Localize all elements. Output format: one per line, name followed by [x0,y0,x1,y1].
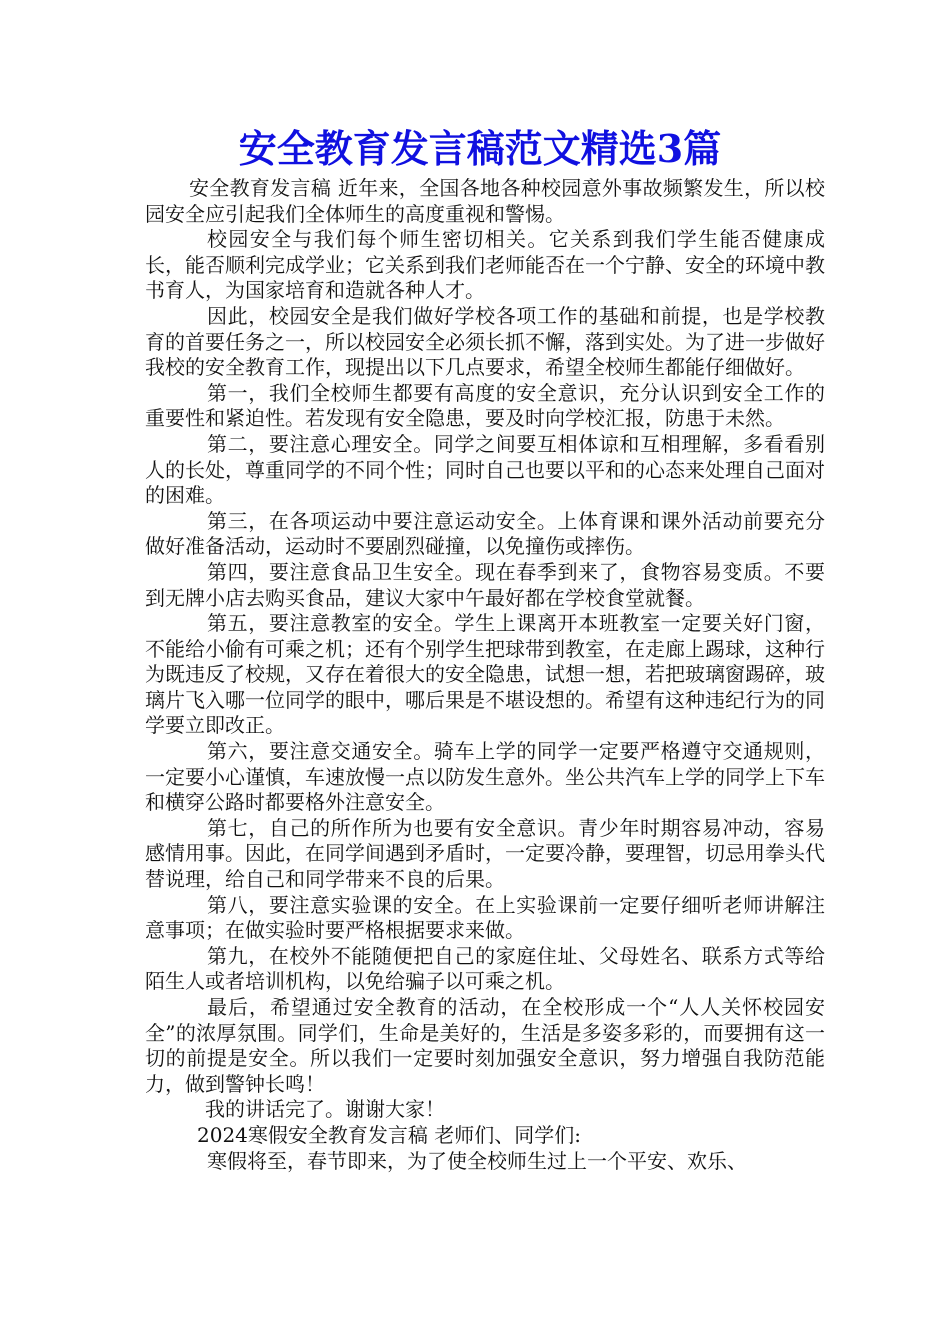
document-title: 安全教育发言稿范文精选3篇 [238,126,722,171]
paragraph-7: 第五，要注意教室的安全。学生上课离开本班教室一定要关好门窗，不能给小偷有可乘之机；还有个别学生把球带到教室，在走廊上踢球，这种行为既违反了校规，又存在着很大的安全隐患，试想一想，若把玻璃窗踢碎，玻璃片飞入哪一位同学的眼中，哪后果是不堪设想的。希望有这种违纪行为的同学要立即改正。 [145,611,825,738]
document-page [145,122,825,1174]
paragraph-intro: 安全教育发言稿 近年来，全国各地各种校园意外事故频繁发生，所以校园安全应引起我们全体师生的高度重视和警惕。 [145,176,825,226]
paragraph-11: 第九，在校外不能随便把自己的家庭住址、父母姓名、联系方式等给陌生人或者培训机构，以免给骗子以可乘之机。 [145,943,825,994]
paragraph-3: 第一，我们全校师生都要有高度的安全意识，充分认识到安全工作的重要性和紧迫性。若发现有安全隐患，要及时向学校汇报，防患于未然。 [145,380,825,431]
paragraph-second-start: 寒假将至，春节即来，为了使全校师生过上一个平安、欢乐、 [207,1148,747,1173]
paragraph-1: 校园安全与我们每个师生密切相关。它关系到我们学生能否健康成长，能否顺利完成学业；它关系到我们老师能否在一个宁静、安全的环境中教书育人，为国家培育和造就各种人才。 [145,227,825,303]
paragraph-4: 第二，要注意心理安全。同学之间要互相体谅和互相理解，多看看别人的长处，尊重同学的不同个性；同时自己也要以平和的心态来处理自己面对的困难。 [145,431,825,508]
paragraph-2: 因此，校园安全是我们做好学校各项工作的基础和前提，也是学校教育的首要任务之一，所以校园安全必须长抓不懈，落到实处。为了进一步做好我校的安全教育工作，现提出以下几点要求，希望全校师生都能仔细做好。 [145,303,825,380]
paragraph-10: 第八，要注意实验课的安全。在上实验课前一定要仔细听老师讲解注意事项；在做实验时要严格根据要求来做。 [145,892,825,943]
paragraph-8: 第六，要注意交通安全。骑车上学的同学一定要严格遵守交通规则，一定要小心谨慎，车速放慢一点以防发生意外。坐公共汽车上学的同学上下车和横穿公路时都要格外注意安全。 [145,739,825,815]
paragraph-12: 最后，希望通过安全教育的活动，在全校形成一个“人人关怀校园安全”的浓厚氛围。同学们，生命是美好的，生活是多姿多彩的，而要拥有这一切的前提是安全。所以我们一定要时刻加强安全意识，努力增强自我防范能力，做到警钟长鸣！ [145,995,825,1096]
paragraph-9: 第七，自己的所作所为也要有安全意识。青少年时期容易冲动，容易感情用事。因此，在同学间遇到矛盾时，一定要冷静，要理智，切忌用拳头代替说理，给自己和同学带来不良的后果。 [145,815,825,892]
paragraph-second-heading: 2024寒假安全教育发言稿 老师们、同学们: [197,1122,581,1147]
paragraph-closing: 我的讲话完了。谢谢大家！ [205,1097,445,1122]
paragraph-5: 第三，在各项运动中要注意运动安全。上体育课和课外活动前要充分做好准备活动，运动时不要剧烈碰撞，以免撞伤或摔伤。 [145,508,825,559]
paragraph-6: 第四，要注意食品卫生安全。现在春季到来了，食物容易变质。不要到无牌小店去购买食品，建议大家中午最好都在学校食堂就餐。 [145,559,825,610]
